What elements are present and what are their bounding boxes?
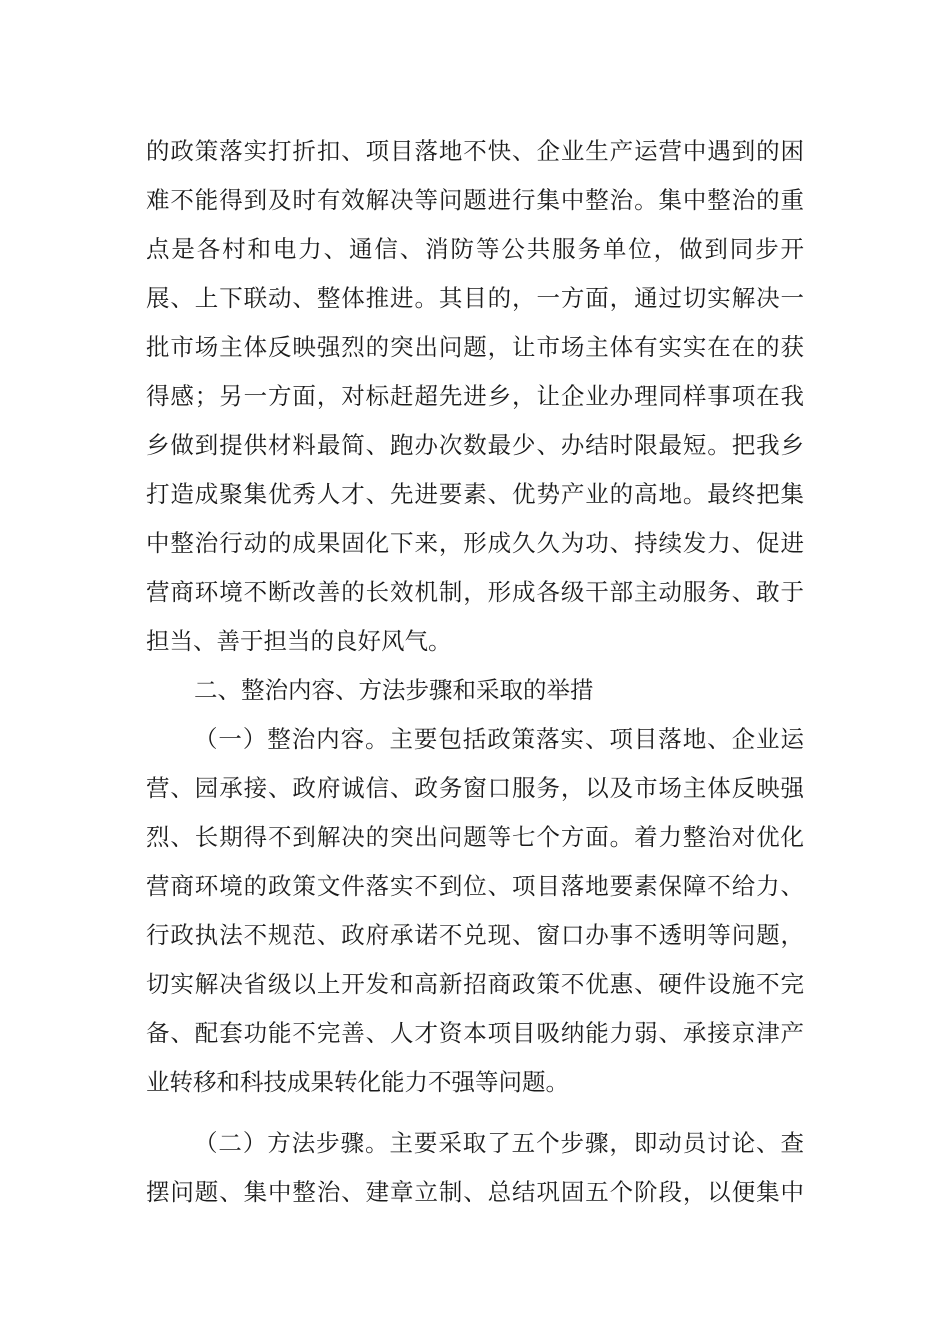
body-text-line: （一）整治内容。主要包括政策落实、项目落地、企业运 (194, 725, 804, 753)
body-text-line: 展、上下联动、整体推进。其目的，一方面，通过切实解决一 (146, 284, 804, 312)
body-text-line: 行政执法不规范、政府承诺不兑现、窗口办事不透明等问题， (146, 921, 804, 949)
body-text-line: 中整治行动的成果固化下来，形成久久为功、持续发力、促进 (146, 529, 804, 557)
body-text-line: 难不能得到及时有效解决等问题进行集中整治。集中整治的重 (146, 186, 804, 214)
body-text-line: 的政策落实打折扣、项目落地不快、企业生产运营中遇到的困 (146, 137, 804, 165)
body-text-line: 业转移和科技成果转化能力不强等问题。 (146, 1068, 569, 1096)
body-text-line: 打造成聚集优秀人才、先进要素、优势产业的高地。最终把集 (146, 480, 804, 508)
body-text-line: 得感；另一方面，对标赶超先进乡，让企业办理同样事项在我 (146, 382, 804, 410)
body-text-line: 烈、长期得不到解决的突出问题等七个方面。着力整治对优化 (146, 823, 804, 851)
body-text-line: 担当、善于担当的良好风气。 (146, 627, 452, 655)
body-text-line: 摆问题、集中整治、建章立制、总结巩固五个阶段，以便集中 (146, 1178, 804, 1206)
body-text-line: （二）方法步骤。主要采取了五个步骤，即动员讨论、查 (194, 1129, 804, 1157)
body-text-line: 批市场主体反映强烈的突出问题，让市场主体有实实在在的获 (146, 333, 804, 361)
body-text-line: 点是各村和电力、通信、消防等公共服务单位，做到同步开 (146, 235, 804, 263)
body-text-line: 备、配套功能不完善、人才资本项目吸纳能力弱、承接京津产 (146, 1019, 804, 1047)
body-text-line: 乡做到提供材料最简、跑办次数最少、办结时限最短。把我乡 (146, 431, 804, 459)
body-text-line: 营商环境不断改善的长效机制，形成各级干部主动服务、敢于 (146, 578, 804, 606)
body-text-line: 切实解决省级以上开发和高新招商政策不优惠、硬件设施不完 (146, 970, 804, 998)
section-heading: 二、整治内容、方法步骤和采取的举措 (194, 676, 594, 704)
body-text-line: 营商环境的政策文件落实不到位、项目落地要素保障不给力、 (146, 872, 804, 900)
body-text-line: 营、园承接、政府诚信、政务窗口服务，以及市场主体反映强 (146, 774, 804, 802)
